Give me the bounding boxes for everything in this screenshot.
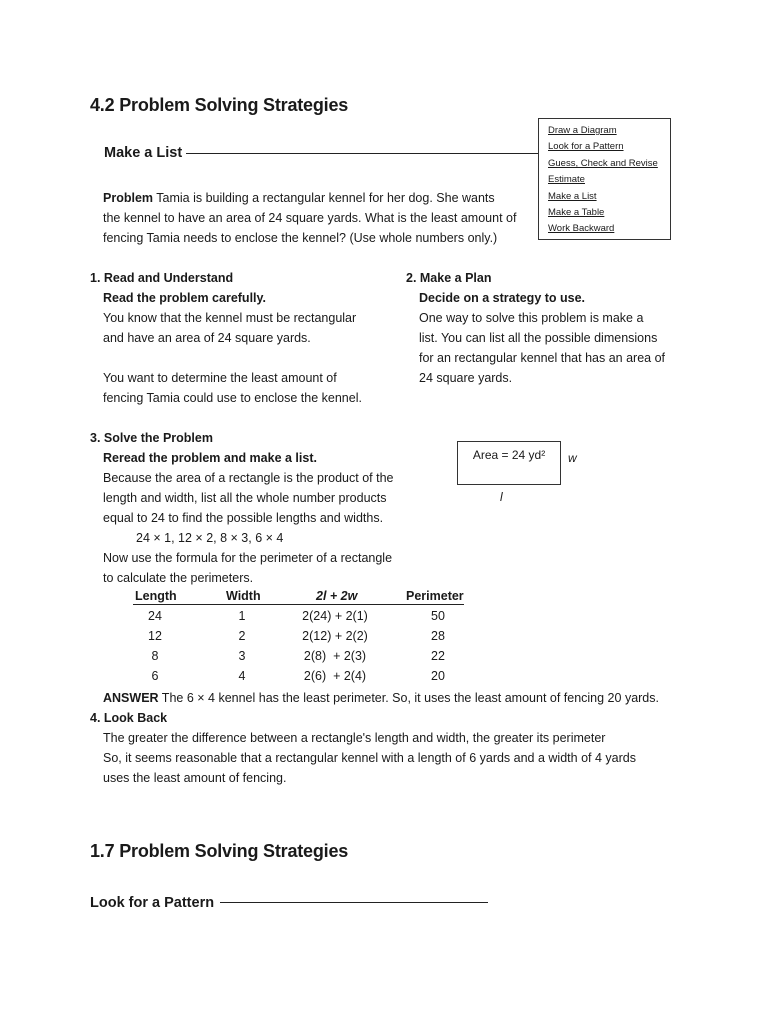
strategy-item[interactable]: Estimate bbox=[548, 174, 585, 186]
width-label: w bbox=[568, 451, 577, 465]
strategy-item[interactable]: Draw a Diagram bbox=[548, 125, 617, 136]
step1-heading: 1. Read and Understand bbox=[90, 271, 234, 285]
area-label: Area = 24 yd² bbox=[472, 448, 546, 462]
strategy-item[interactable]: Make a Table bbox=[548, 207, 605, 219]
table-header-perimeter: Perimeter bbox=[406, 589, 464, 603]
problem-label: Problem bbox=[103, 191, 154, 205]
step2-sub: Decide on a strategy to use. bbox=[419, 291, 586, 305]
subtitle-rule bbox=[186, 153, 538, 154]
step3-solve: 3. Solve the Problem Reread the problem and make a list. Because the area of a rectangle is the product of the length and width, list all the whole number products equal to 24 to find the possible lengths and widths. 24 × 1, 12 × 2, 8 × 3, 6 × 4 Now use the formula for the perimeter of a rectangle to calculate the perimeters. bbox=[90, 428, 393, 588]
strategy-item[interactable]: Work Backward bbox=[548, 223, 615, 235]
step3-heading: 3. Solve the Problem bbox=[90, 431, 213, 445]
strategy-item[interactable]: Make a List bbox=[548, 190, 597, 202]
step1-read-understand: 1. Read and Understand Read the problem carefully. You know that the kennel must be rectangular and have an area of 24 square yards. You want to determine the least amount of fencing Tamia could use to enclose the kennel. bbox=[90, 268, 362, 408]
strategy-item[interactable]: Look for a Pattern bbox=[548, 141, 624, 153]
table-header-rule bbox=[133, 604, 464, 605]
strategy-item[interactable]: Guess, Check and Revise bbox=[548, 157, 658, 169]
table-header-length: Length bbox=[135, 589, 177, 603]
strategy-list-box bbox=[538, 118, 671, 240]
section2-subtitle-rule bbox=[220, 902, 488, 903]
step1-sub: Read the problem carefully. bbox=[103, 291, 267, 305]
table-header-formula: 2l + 2w bbox=[316, 589, 358, 603]
step4-heading: 4. Look Back bbox=[90, 711, 168, 725]
step3-sub: Reread the problem and make a list. bbox=[103, 451, 317, 465]
area-rectangle-diagram bbox=[457, 441, 561, 485]
answer-label: ANSWER bbox=[103, 691, 159, 705]
step4-look-back: 4. Look Back The greater the difference between a rectangle's length and width, the greater its perimeter So, it seems reasonable that a rectangular kennel with a length of 6 yards and a width of 4 yards uses the least amount of fencing. bbox=[90, 708, 636, 788]
section-subtitle: Make a List bbox=[104, 145, 183, 161]
length-label: l bbox=[500, 490, 503, 504]
products-list: 24 × 1, 12 × 2, 8 × 3, 6 × 4 bbox=[136, 531, 284, 545]
section2-subtitle: Look for a Pattern bbox=[90, 895, 215, 911]
table-header-width: Width bbox=[226, 589, 261, 603]
problem-statement: Problem Tamia is building a rectangular kennel for her dog. She wants the kennel to have an area of 24 square yards. What is the least amount of fencing Tamia needs to enclose the kennel? (Use whole numbers only.) bbox=[103, 191, 517, 245]
step2-heading: 2. Make a Plan bbox=[406, 271, 492, 285]
section2-title: 1.7 Problem Solving Strategies bbox=[90, 841, 349, 861]
answer-line: ANSWER The 6 × 4 kennel has the least perimeter. So, it uses the least amount of fencing 20 yards. bbox=[103, 691, 659, 705]
step2-make-plan: 2. Make a Plan Decide on a strategy to use. One way to solve this problem is make a list. You can list all the possible dimensions for an rectangular kennel that has an area of 24 square yards. bbox=[406, 268, 665, 388]
page-title: 4.2 Problem Solving Strategies bbox=[90, 95, 349, 115]
